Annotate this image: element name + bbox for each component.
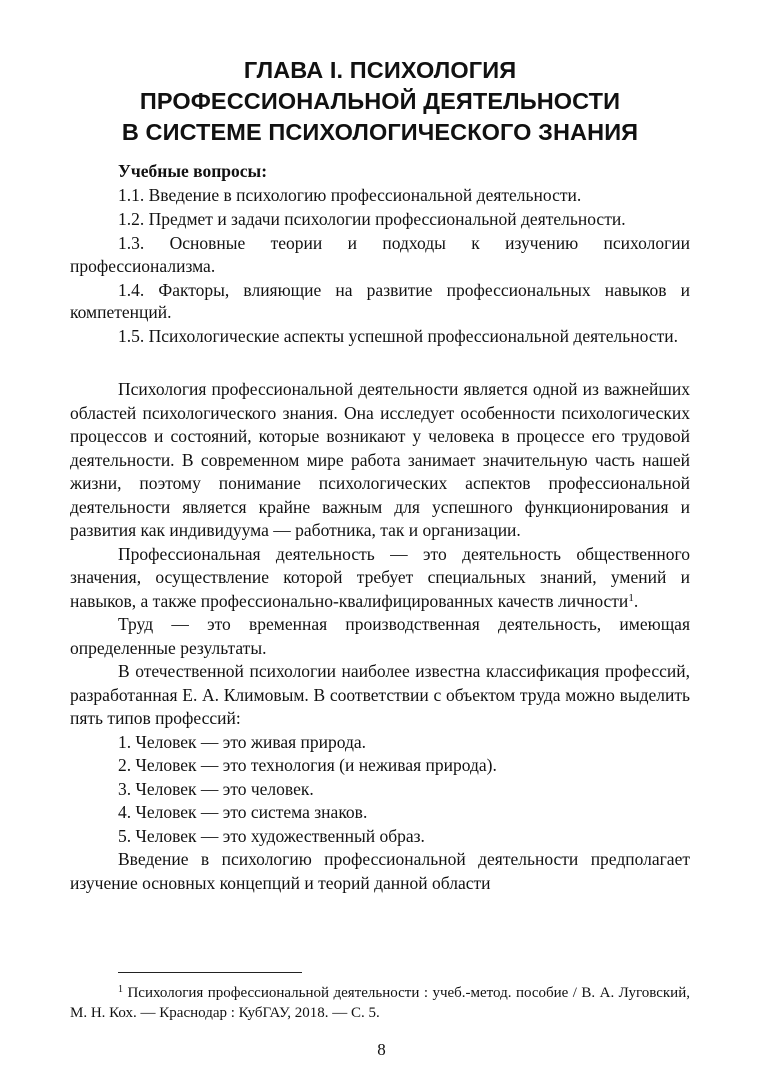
chapter-title <box>70 55 690 148</box>
profession-type-item: 2. Человек — это технология (и неживая природа). <box>118 755 497 775</box>
chapter-title-line-2: ПРОФЕССИОНАЛЬНОЙ ДЕЯТЕЛЬНОСТИ <box>139 88 621 114</box>
paragraph-intro: Психология профессиональной деятельности является одной из важнейших областей психологического знания. Она исследует особенности психологических процессов и состояний, которые возникают у человека в процессе его трудовой деятельности. В современном мире работа занимает значительную часть нашей жизни, поэтому понимание психологических аспектов профессиональной деятельности является крайне важным для успешного функционирования и развития как индивидуума — работника, так и организации. <box>70 379 690 540</box>
profession-type-item: 4. Человек — это система знаков. <box>118 802 368 822</box>
study-questions <box>70 160 690 349</box>
profession-type-item: 1. Человек — это живая природа. <box>118 731 367 752</box>
paragraph-definition <box>70 543 690 614</box>
paragraph-definition-end: . <box>633 590 639 611</box>
study-question-item: 1.4. Факторы, влияющие на развитие профессиональных навыков и компетенций. <box>70 279 690 322</box>
footnote-reference: 1 <box>628 591 634 604</box>
footnote-text: Психология профессиональной деятельности : учеб.-метод. пособие / В. А. Луговский, М. Н. Кох. — Краснодар : КубГАУ, 2018. — С. 5. <box>70 985 690 1021</box>
page-number: 8 <box>377 1040 386 1059</box>
study-question-item: 1.1. Введение в психологию профессиональной деятельности. <box>118 185 582 205</box>
study-question-item: 1.5. Психологические аспекты успешной профессиональной деятельности. <box>118 326 678 346</box>
body-text <box>70 378 690 895</box>
footnote-number: 1 <box>118 984 123 995</box>
paragraph-labor: Труд — это временная производственная деятельность, имеющая определенные результаты. <box>70 614 690 658</box>
study-question-item: 1.2. Предмет и задачи психологии профессиональной деятельности. <box>118 209 626 229</box>
profession-type-item: 5. Человек — это художественный образ. <box>118 825 425 846</box>
chapter-title-line-3: В СИСТЕМЕ ПСИХОЛОГИЧЕСКОГО ЗНАНИЯ <box>121 119 639 145</box>
paragraph-definition-text: Профессиональная деятельность — это деятельность общественного значения, осуществление которой требует специальных знаний, умений и навыков, а также профессионально-квалифицированных качеств личности <box>70 543 690 611</box>
footnote-divider <box>118 972 302 973</box>
profession-type-item: 3. Человек — это человек. <box>118 778 314 799</box>
paragraph-introduction-study: Введение в психологию профессиональной деятельности предполагает изучение основных концепций и теорий данной области <box>70 849 690 893</box>
study-questions-heading: Учебные вопросы: <box>118 161 268 181</box>
chapter-title-line-1: ГЛАВА I. ПСИХОЛОГИЯ <box>243 57 517 83</box>
footnote <box>70 983 690 1023</box>
paragraph-classification: В отечественной психологии наиболее известна классификация профессий, разработанная Е. А. Климовым. В соответствии с объектом труда можно выделить пять типов профессий: <box>70 661 690 728</box>
study-question-item: 1.3. Основные теории и подходы к изучению психологии профессионализма. <box>70 233 690 276</box>
